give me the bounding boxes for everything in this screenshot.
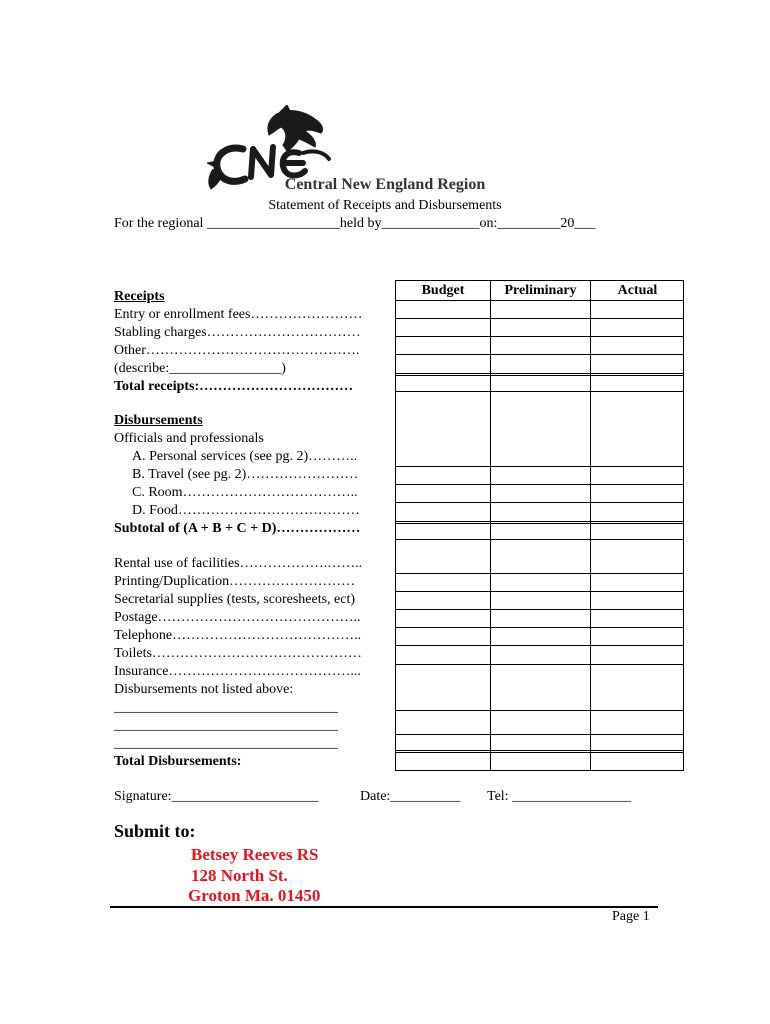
disbursement-sub-item: C. Room……………………………….. [132, 485, 358, 500]
disbursement-item: Postage…………………………………….. [114, 610, 361, 625]
address-name: Betsey Reeves RS [191, 845, 319, 864]
blank-line: ________________________________ [114, 736, 338, 751]
disbursement-item: Secretarial supplies (tests, scoresheets, ect) [114, 592, 356, 607]
total-receipts: Total receipts:…………………………… [114, 379, 354, 394]
table-row-line [396, 645, 683, 646]
table-row-line [396, 664, 683, 665]
table-row-line [396, 318, 683, 319]
disbursements-heading: Disbursements [114, 413, 203, 428]
signature-field: Signature:_____________________ [114, 789, 319, 804]
receipts-heading: Receipts [114, 289, 165, 304]
table-row-line [396, 502, 683, 503]
table-row-line [396, 484, 683, 485]
table-row-line [396, 734, 683, 735]
table-row-line [396, 710, 683, 711]
statement-title: Statement of Receipts and Disbursements [268, 198, 502, 213]
submit-label: Submit to: [114, 821, 196, 841]
disbursement-item: Disbursements not listed above: [114, 682, 294, 697]
receipts-section [114, 288, 362, 396]
date-field: Date:__________ [360, 789, 461, 804]
table-row-line [396, 521, 683, 524]
officials-label: Officials and professionals [114, 431, 264, 446]
disbursement-item: Telephone………………………………….. [114, 628, 362, 643]
blank-line: ________________________________ [114, 700, 338, 715]
address-street: 128 North St. [191, 866, 288, 885]
footer-rule [110, 906, 658, 908]
disbursements-section [114, 412, 360, 538]
disbursement-item: Toilets……………………………………… [114, 646, 362, 661]
table-row-line [396, 336, 683, 337]
address-city: Groton Ma. 01450 [188, 886, 321, 905]
disbursement-item: Printing/Duplication……………………… [114, 574, 356, 589]
blank-line: ________________________________ [114, 718, 338, 733]
receipt-item: Stabling charges…………………………… [114, 325, 361, 340]
disbursement-sub-item: D. Food………………………………… [132, 503, 360, 518]
table-row-line [396, 354, 683, 355]
table-row-line [396, 591, 683, 592]
receipt-item: (describe:________________) [114, 361, 286, 376]
tel-field: Tel: _________________ [487, 789, 632, 804]
budget-table [395, 280, 684, 771]
table-row-line [396, 466, 683, 467]
column-header-preliminary: Preliminary [504, 283, 577, 298]
column-header-actual: Actual [617, 283, 658, 298]
page-number: Page 1 [612, 909, 650, 924]
table-row-line [396, 750, 683, 753]
table-row-line [396, 609, 683, 610]
table-row-line [396, 391, 683, 392]
table-row-line [396, 373, 683, 376]
column-header-budget: Budget [421, 283, 465, 298]
disbursement-sub-item: B. Travel (see pg. 2)…………………… [132, 467, 359, 482]
region-title: Central New England Region [284, 176, 486, 193]
table-row-line [396, 300, 683, 301]
receipt-item: Other………………………………………. [114, 343, 360, 358]
table-row-line [396, 573, 683, 574]
disbursement-item: Insurance…………………………………... [114, 664, 361, 679]
regional-line: For the regional ___________________held by______________on:_________20___ [114, 216, 596, 231]
receipt-item: Entry or enrollment fees…………………… [114, 307, 363, 322]
table-row-line [396, 539, 683, 540]
disbursement-subtotal: Subtotal of (A + B + C + D)……………… [114, 521, 361, 536]
disbursement-item: Rental use of facilities……………….…….. [114, 556, 363, 571]
table-row-line [396, 627, 683, 628]
other-disbursements [114, 555, 362, 771]
disbursement-sub-item: A. Personal services (see pg. 2)……….. [132, 449, 358, 464]
total-disbursements: Total Disbursements: [114, 754, 242, 769]
